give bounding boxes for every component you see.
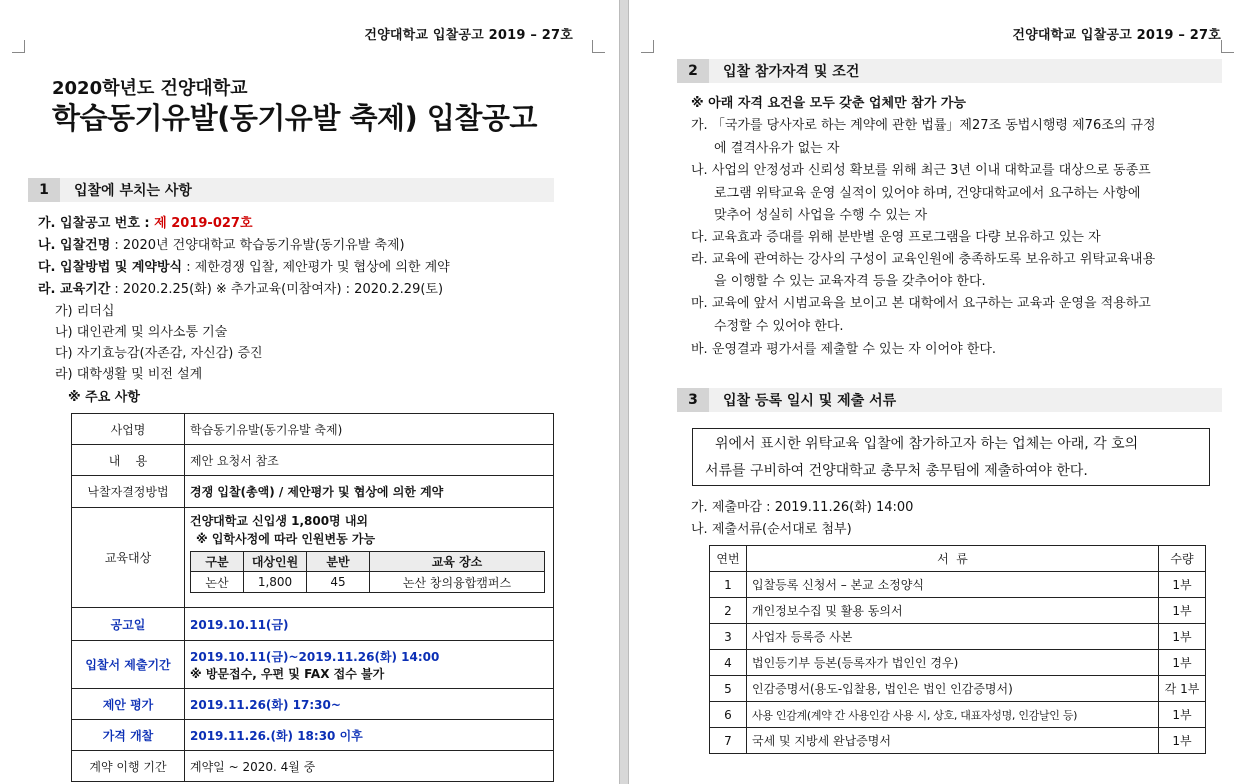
table-row: 계약 이행 기간 계약일 ~ 2020. 4월 중	[72, 751, 554, 782]
section-title: 입찰 등록 일시 및 제출 서류	[723, 393, 897, 409]
eligibility-note: ※ 아래 자격 요건을 모두 갖춘 업체만 참가 가능	[691, 96, 966, 111]
eligibility-line: 바. 운영결과 평가서를 제출할 수 있는 자 이어야 한다.	[691, 342, 997, 357]
notice-line-1: 위에서 표시한 위탁교육 입찰에 참가하고자 하는 업체는 아래, 각 호의	[715, 436, 1139, 452]
target-inner-table	[190, 551, 545, 593]
eligibility-line: 가. 「국가를 당사자로 하는 계약에 관한 법률」제27조 동법시행령 제76조의 규정	[691, 118, 1156, 133]
table-row: 낙찰자결정방법 경쟁 입찰(총액) / 제안평가 및 협상에 의한 계약	[72, 476, 554, 508]
notes-heading: ※ 주요 사항	[68, 390, 140, 405]
section-number: 3	[677, 388, 709, 412]
page-gutter	[619, 0, 629, 784]
table-row: 사업명 학습동기유발(동기유발 축제)	[72, 414, 554, 445]
table-row: 제안 평가 2019.11.26(화) 17:30~	[72, 689, 554, 720]
table-row: 공고일 2019.10.11(금)	[72, 608, 554, 641]
item-na: 나. 입찰건명 : 2020년 건양대학교 학습동기유발(동기유발 축제)	[38, 238, 405, 253]
section-1-header	[28, 178, 554, 202]
eligibility-line: 에 결격사유가 없는 자	[714, 141, 840, 156]
page-header: 건양대학교 입찰공고 2019 – 27호	[1012, 28, 1221, 43]
document-page-right	[629, 0, 1247, 784]
sub-item: 다) 자기효능감(자존감, 자신감) 증진	[55, 346, 263, 361]
eligibility-line: 다. 교육효과 증대를 위해 분반별 운영 프로그램을 다량 보유하고 있는 자	[691, 230, 1101, 245]
table-row: 5 인감증명서(용도-입찰용, 법인은 법인 인감증명서) 각 1부	[710, 676, 1206, 702]
eligibility-line: 라. 교육에 관여하는 강사의 구성이 교육인원에 충족하도록 보유하고 위탁교육내용	[691, 252, 1156, 267]
submission-deadline: 가. 제출마감 : 2019.11.26(화) 14:00	[691, 500, 914, 515]
document-page-left	[0, 0, 619, 784]
section-title: 입찰에 부치는 사항	[74, 183, 192, 199]
eligibility-line: 마. 교육에 앞서 시범교육을 보이고 본 대학에서 요구하는 교육과 운영을 적용하고	[691, 296, 1151, 311]
page-corner-mark	[641, 40, 654, 53]
document-subtitle: 2020학년도 건양대학교	[52, 78, 248, 99]
item-ga: 가. 입찰공고 번호 : 제 2019-027호	[38, 216, 253, 231]
table-row: 6 사용 인감계(계약 간 사용인감 사용 시, 상호, 대표자성명, 인감날인 등) 1부	[710, 702, 1206, 728]
table-row: 입찰서 제출기간 2019.10.11(금)~2019.11.26(화) 14:00 ※ 방문접수, 우편 및 FAX 접수 불가	[72, 641, 554, 689]
section-number: 2	[677, 59, 709, 83]
table-header-row: 연번 서 류 수량	[710, 546, 1206, 572]
notice-line-2: 서류를 구비하여 건양대학교 총무처 총무팀에 제출하여야 한다.	[705, 463, 1088, 479]
section-2-header	[677, 59, 1222, 83]
table-row: 1 입찰등록 신청서 – 본교 소정양식 1부	[710, 572, 1206, 598]
document-title: 학습동기유발(동기유발 축제) 입찰공고	[52, 101, 537, 135]
section-number: 1	[28, 178, 60, 202]
page-corner-mark	[12, 40, 25, 53]
table-row: 내 용 제안 요청서 참조	[72, 445, 554, 476]
eligibility-line: 로그램 위탁교육 운영 실적이 있어야 하며, 건양대학교에서 요구하는 사항에	[714, 186, 1141, 201]
documents-table	[709, 545, 1206, 754]
table-row: 구분 대상인원 분반 교육 장소	[191, 552, 545, 572]
key-info-table	[71, 413, 554, 782]
table-row: 교육대상 건양대학교 신입생 1,800명 내외 ※ 입학사정에 따라 인원변동 가능 구분 대상인원 분반 교육 장소 논산 1,800 45 논산 창의융합캠퍼스	[72, 508, 554, 608]
item-ra: 라. 교육기간 : 2020.2.25(화) ※ 추가교육(미참여자) : 2020.2.29(토)	[38, 282, 444, 297]
eligibility-line: 을 이행할 수 있는 교육자격 등을 갖추어야 한다.	[714, 274, 986, 289]
table-row: 2 개인정보수집 및 활용 동의서 1부	[710, 598, 1206, 624]
section-title: 입찰 참가자격 및 조건	[723, 64, 860, 80]
target-line-1: 건양대학교 신입생 1,800명 내외	[190, 514, 369, 528]
documents-heading: 나. 제출서류(순서대로 첨부)	[691, 522, 852, 537]
target-line-2: ※ 입학사정에 따라 인원변동 가능	[196, 532, 376, 546]
eligibility-line: 수정할 수 있어야 한다.	[714, 319, 844, 334]
sub-item: 나) 대인관계 및 의사소통 기술	[55, 325, 228, 340]
page-header: 건양대학교 입찰공고 2019 – 27호	[364, 28, 573, 43]
item-da: 다. 입찰방법 및 계약방식 : 제한경쟁 입찰, 제안평가 및 협상에 의한 계약	[38, 260, 450, 275]
table-row: 논산 1,800 45 논산 창의융합캠퍼스	[191, 572, 545, 593]
table-row: 4 법인등기부 등본(등록자가 법인인 경우) 1부	[710, 650, 1206, 676]
page-corner-mark	[592, 40, 605, 53]
sub-item: 가) 리더십	[55, 304, 115, 319]
sub-item: 라) 대학생활 및 비전 설계	[55, 367, 203, 382]
eligibility-line: 나. 사업의 안정성과 신뢰성 확보를 위해 최근 3년 이내 대학교를 대상으로 동종프	[691, 163, 1151, 178]
page-corner-mark	[1221, 40, 1234, 53]
table-row: 가격 개찰 2019.11.26.(화) 18:30 이후	[72, 720, 554, 751]
table-row: 3 사업자 등록증 사본 1부	[710, 624, 1206, 650]
eligibility-line: 맞추어 성실히 사업을 수행 수 있는 자	[714, 208, 928, 223]
table-row: 7 국세 및 지방세 완납증명서 1부	[710, 728, 1206, 754]
bid-number: 제 2019-027호	[154, 216, 253, 231]
submission-notice-box	[692, 428, 1210, 486]
section-3-header	[677, 388, 1222, 412]
